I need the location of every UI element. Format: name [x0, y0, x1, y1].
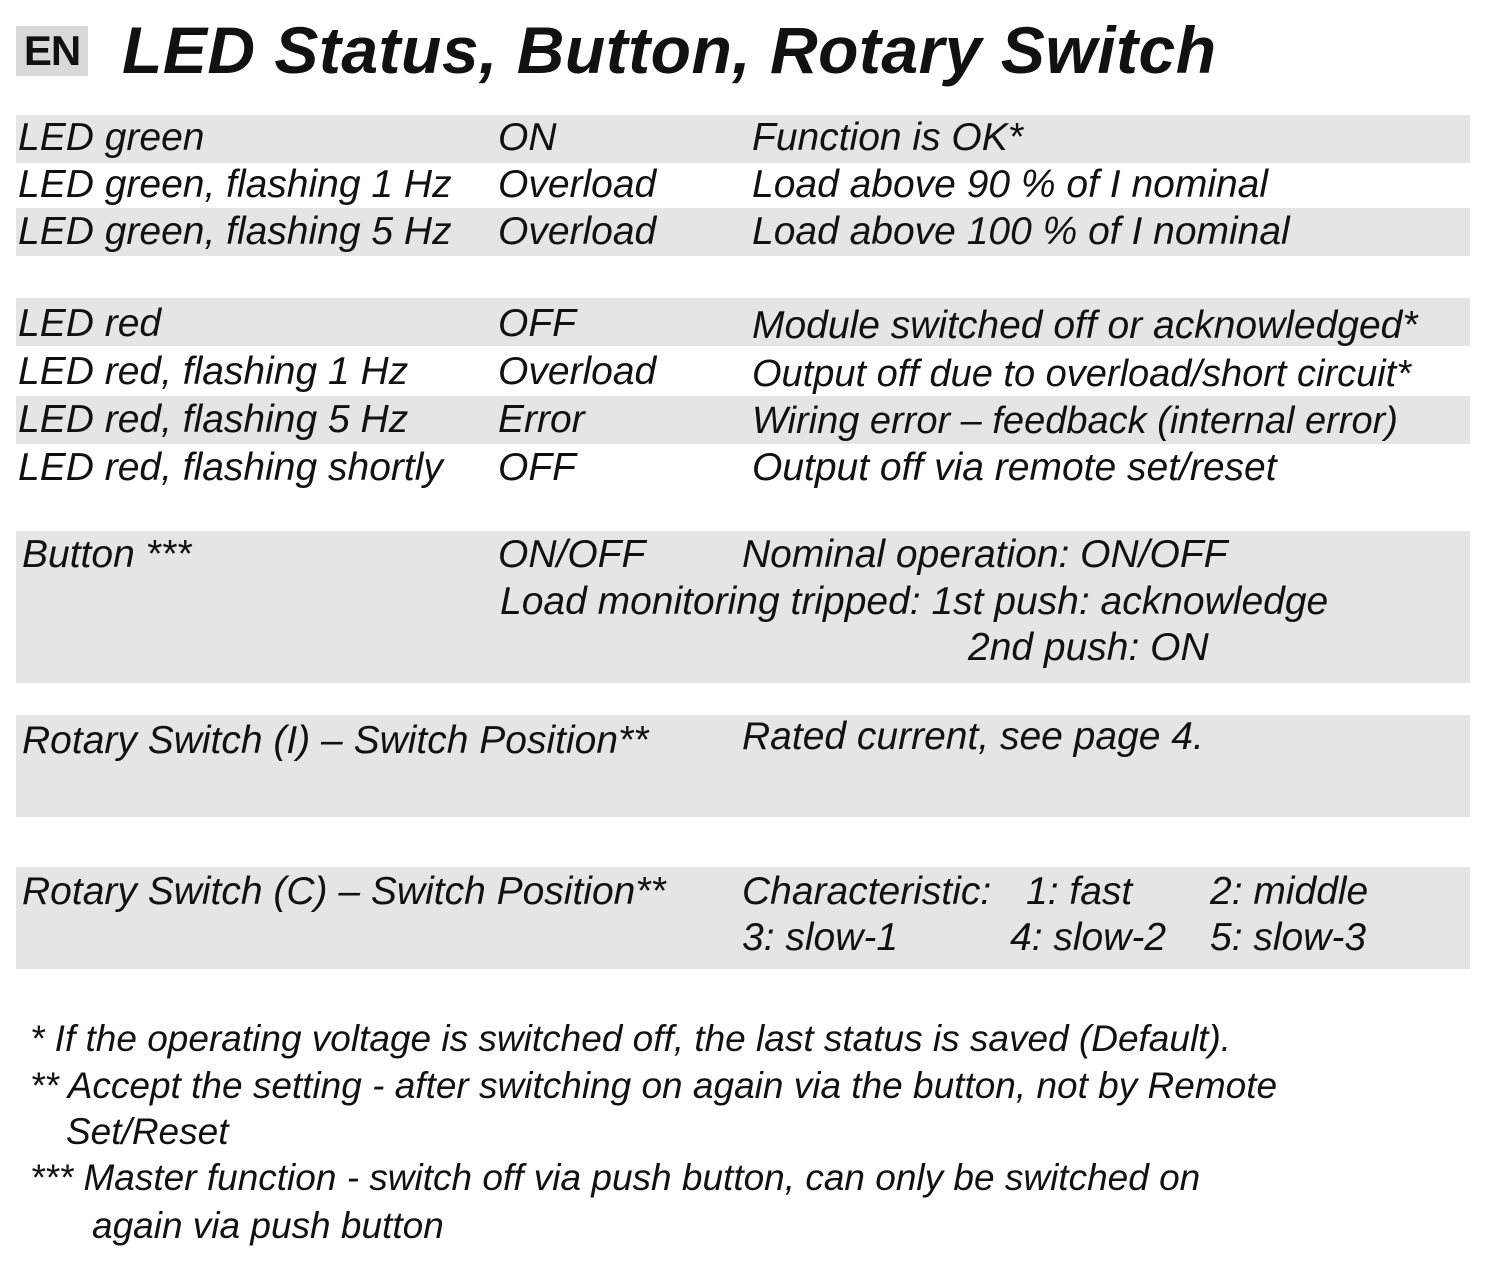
rotary-c-option: 5: slow-3 — [1210, 916, 1367, 959]
rotary-c-option: 2: middle — [1210, 870, 1369, 913]
led-green-signal: LED green — [18, 116, 205, 159]
button-load-monitoring: Load monitoring tripped: 1st push: acknowledge — [500, 580, 1329, 623]
rotary-c-option: 4: slow-2 — [1010, 916, 1167, 959]
button-second-push: 2nd push: ON — [968, 626, 1209, 669]
button-label: Button *** — [22, 533, 192, 576]
led-red-state: Overload — [498, 350, 657, 393]
led-green-state: Overload — [498, 163, 657, 206]
led-red-signal: LED red — [18, 302, 162, 345]
footnote-3: *** Master function - switch off via push button, can only be switched on — [30, 1157, 1201, 1198]
led-green-signal: LED green, flashing 1 Hz — [18, 163, 452, 206]
led-red-state: OFF — [498, 446, 576, 489]
rotary-c-option: 1: fast — [1026, 870, 1133, 913]
led-red-meaning: Wiring error – feedback (internal error) — [752, 400, 1398, 442]
led-green-state: Overload — [498, 210, 657, 253]
footnote-2: ** Accept the setting - after switching on again via the button, not by Remote — [30, 1065, 1278, 1106]
language-badge: EN — [16, 26, 88, 76]
led-red-meaning: Output off via remote set/reset — [752, 446, 1277, 489]
page-title: LED Status, Button, Rotary Switch — [122, 13, 1217, 87]
footnote-3-cont: again via push button — [92, 1205, 444, 1246]
led-green-meaning: Load above 100 % of I nominal — [752, 210, 1290, 253]
led-red-signal: LED red, flashing 1 Hz — [18, 350, 409, 393]
rotary-c-label: Rotary Switch (C) – Switch Position** — [22, 870, 666, 913]
led-green-signal: LED green, flashing 5 Hz — [18, 210, 452, 253]
led-green-meaning: Load above 90 % of I nominal — [752, 163, 1269, 206]
button-nominal-operation: Nominal operation: ON/OFF — [742, 533, 1228, 576]
led-red-meaning: Module switched off or acknowledged* — [752, 304, 1418, 347]
button-state: ON/OFF — [498, 533, 646, 576]
rotary-i-text: Rated current, see page 4. — [742, 715, 1204, 758]
rotary-c-heading: Characteristic: — [742, 870, 992, 913]
led-green-meaning: Function is OK* — [752, 116, 1023, 159]
rotary-c-option: 3: slow-1 — [742, 916, 899, 959]
led-red-signal: LED red, flashing shortly — [18, 446, 443, 489]
led-red-state: OFF — [498, 302, 576, 345]
band-green-1 — [16, 115, 1470, 163]
led-red-state: Error — [498, 398, 585, 441]
led-red-meaning: Output off due to overload/short circuit* — [752, 353, 1412, 395]
led-red-signal: LED red, flashing 5 Hz — [18, 398, 409, 441]
footnote-2-cont: Set/Reset — [66, 1111, 229, 1152]
led-green-state: ON — [498, 116, 557, 159]
footnote-1: * If the operating voltage is switched off, the last status is saved (Default). — [30, 1018, 1232, 1059]
rotary-i-label: Rotary Switch (I) – Switch Position** — [22, 719, 649, 762]
